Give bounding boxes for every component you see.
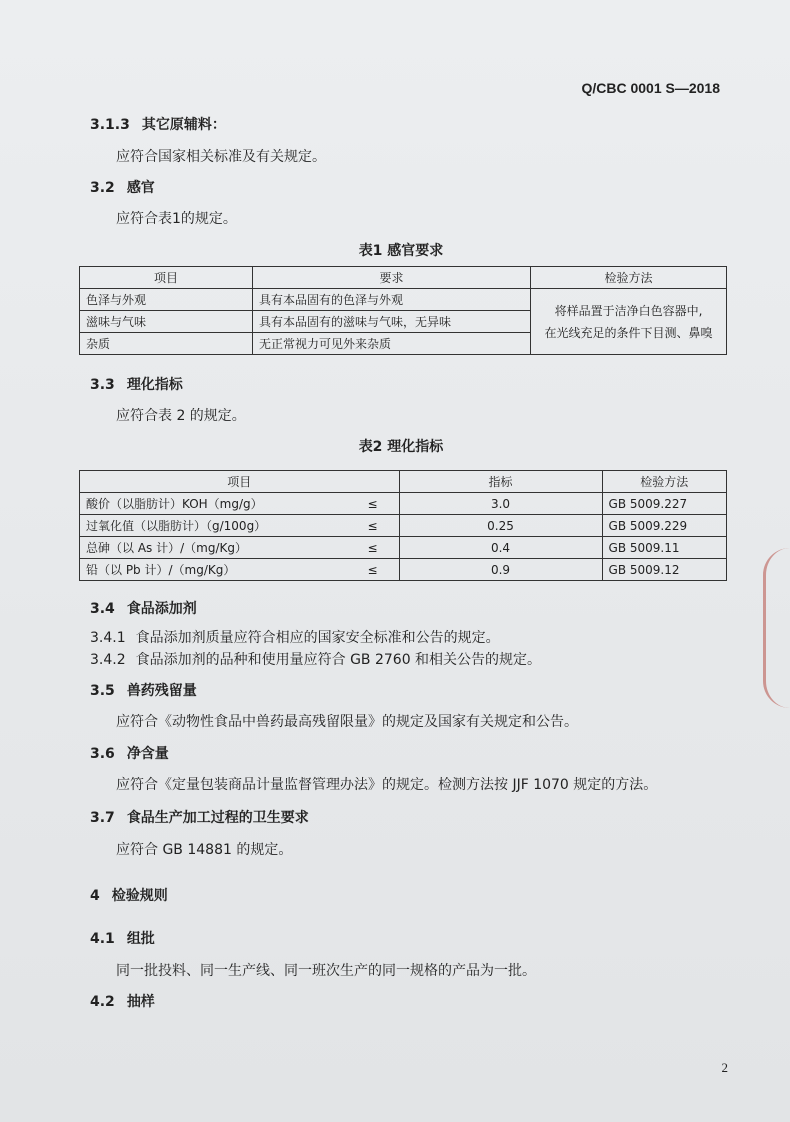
table-row bbox=[80, 493, 727, 515]
section-3-6-heading bbox=[90, 743, 169, 763]
table-header-row bbox=[80, 267, 727, 289]
clause-number: 3.4.1 bbox=[90, 630, 126, 646]
section-3-6-body: 应符合《定量包装商品计量监督管理办法》的规定。检测方法按 JJF 1070 规定的方法。 bbox=[116, 777, 658, 793]
cell-requirement: 具有本品固有的色泽与外观 bbox=[253, 289, 531, 311]
method-line: 将样品置于洁净白色容器中, bbox=[554, 303, 703, 318]
cell-operator: ≤ bbox=[347, 515, 400, 537]
clause-text: 食品添加剂的品种和使用量应符合 GB 2760 和相关公告的规定。 bbox=[135, 652, 542, 668]
cell-item: 总砷（以 As 计）/（mg/Kg） bbox=[80, 537, 347, 559]
cell-item: 酸价（以脂肪计）KOH（mg/g） bbox=[80, 493, 347, 515]
section-title: 组批 bbox=[126, 931, 155, 947]
section-4-2-heading bbox=[90, 991, 155, 1011]
section-4-1-body: 同一批投料、同一生产线、同一班次生产的同一规格的产品为一批。 bbox=[116, 963, 536, 979]
cell-method: GB 5009.12 bbox=[602, 559, 726, 581]
section-title: 检验规则 bbox=[111, 888, 168, 904]
table-row bbox=[80, 289, 727, 311]
section-title: 理化指标 bbox=[126, 377, 183, 393]
section-4-1-heading bbox=[90, 928, 155, 948]
section-3-3-heading bbox=[90, 374, 183, 394]
table-row bbox=[80, 515, 727, 537]
cell-item: 滋味与气味 bbox=[80, 311, 253, 333]
col-header-requirement: 要求 bbox=[253, 267, 531, 289]
clause-number: 3.4.2 bbox=[90, 652, 126, 668]
cell-method: GB 5009.229 bbox=[602, 515, 726, 537]
clause-3-4-2 bbox=[90, 649, 541, 669]
section-title: 其它原辅料： bbox=[141, 117, 226, 133]
section-number: 4.2 bbox=[90, 994, 115, 1010]
section-title: 感官 bbox=[126, 180, 155, 196]
cell-operator: ≤ bbox=[347, 559, 400, 581]
cell-method bbox=[531, 289, 727, 355]
standard-code: Q/CBC 0001 S—2018 bbox=[581, 80, 720, 96]
section-number: 3.1.3 bbox=[90, 117, 130, 133]
cell-value: 0.9 bbox=[399, 559, 602, 581]
section-number: 3.4 bbox=[90, 601, 115, 617]
section-3-1-3-body: 应符合国家相关标准及有关规定。 bbox=[116, 149, 326, 165]
section-title: 抽样 bbox=[126, 994, 155, 1010]
section-title: 兽药残留量 bbox=[126, 683, 197, 699]
section-number: 3.5 bbox=[90, 683, 115, 699]
table-row bbox=[80, 537, 727, 559]
section-3-5-body: 应符合《动物性食品中兽药最高残留限量》的规定及国家有关规定和公告。 bbox=[116, 714, 578, 730]
col-header-index: 指标 bbox=[399, 471, 602, 493]
page-number: 2 bbox=[721, 1060, 728, 1075]
cell-operator: ≤ bbox=[347, 537, 400, 559]
section-title: 食品生产加工过程的卫生要求 bbox=[126, 810, 309, 826]
cell-requirement: 无正常视力可见外来杂质 bbox=[253, 333, 531, 355]
section-number: 3.2 bbox=[90, 180, 115, 196]
section-number: 3.7 bbox=[90, 810, 115, 826]
section-number: 3.3 bbox=[90, 377, 115, 393]
col-header-item: 项目 bbox=[80, 471, 400, 493]
section-3-1-3-heading bbox=[90, 114, 226, 134]
clause-3-4-1 bbox=[90, 627, 500, 647]
method-line: 在光线充足的条件下目测、鼻嗅 bbox=[544, 325, 713, 340]
section-3-2-heading bbox=[90, 177, 155, 197]
cell-requirement: 具有本品固有的滋味与气味，无异味 bbox=[253, 311, 531, 333]
cell-item: 杂质 bbox=[80, 333, 253, 355]
section-3-2-body: 应符合表1的规定。 bbox=[116, 211, 237, 227]
section-title: 净含量 bbox=[126, 746, 169, 762]
table1-caption: 表1 感官要求 bbox=[358, 243, 444, 259]
table-physicochemical bbox=[79, 470, 727, 581]
section-3-5-heading bbox=[90, 680, 197, 700]
section-4-heading bbox=[90, 885, 168, 905]
section-3-7-heading bbox=[90, 807, 309, 827]
cell-item: 铅（以 Pb 计）/（mg/Kg） bbox=[80, 559, 347, 581]
col-header-method: 检验方法 bbox=[531, 267, 727, 289]
table-header-row bbox=[80, 471, 727, 493]
col-header-item: 项目 bbox=[80, 267, 253, 289]
section-number: 4.1 bbox=[90, 931, 115, 947]
section-number: 4 bbox=[90, 888, 100, 904]
section-3-3-body: 应符合表 2 的规定。 bbox=[116, 408, 246, 424]
cell-value: 0.4 bbox=[399, 537, 602, 559]
cell-method: GB 5009.227 bbox=[602, 493, 726, 515]
cell-operator: ≤ bbox=[347, 493, 400, 515]
table-sensory bbox=[79, 266, 727, 355]
cell-method: GB 5009.11 bbox=[602, 537, 726, 559]
table2-caption: 表2 理化指标 bbox=[358, 439, 444, 455]
section-3-4-heading bbox=[90, 598, 197, 618]
section-number: 3.6 bbox=[90, 746, 115, 762]
clause-text: 食品添加剂质量应符合相应的国家安全标准和公告的规定。 bbox=[135, 630, 500, 646]
cell-value: 3.0 bbox=[399, 493, 602, 515]
section-title: 食品添加剂 bbox=[126, 601, 197, 617]
section-3-7-body: 应符合 GB 14881 的规定。 bbox=[116, 842, 293, 858]
table-row bbox=[80, 559, 727, 581]
cell-item: 色泽与外观 bbox=[80, 289, 253, 311]
red-seal-edge bbox=[763, 548, 790, 708]
cell-item: 过氧化值（以脂肪计）（g/100g） bbox=[80, 515, 347, 537]
col-header-method: 检验方法 bbox=[602, 471, 726, 493]
cell-value: 0.25 bbox=[399, 515, 602, 537]
